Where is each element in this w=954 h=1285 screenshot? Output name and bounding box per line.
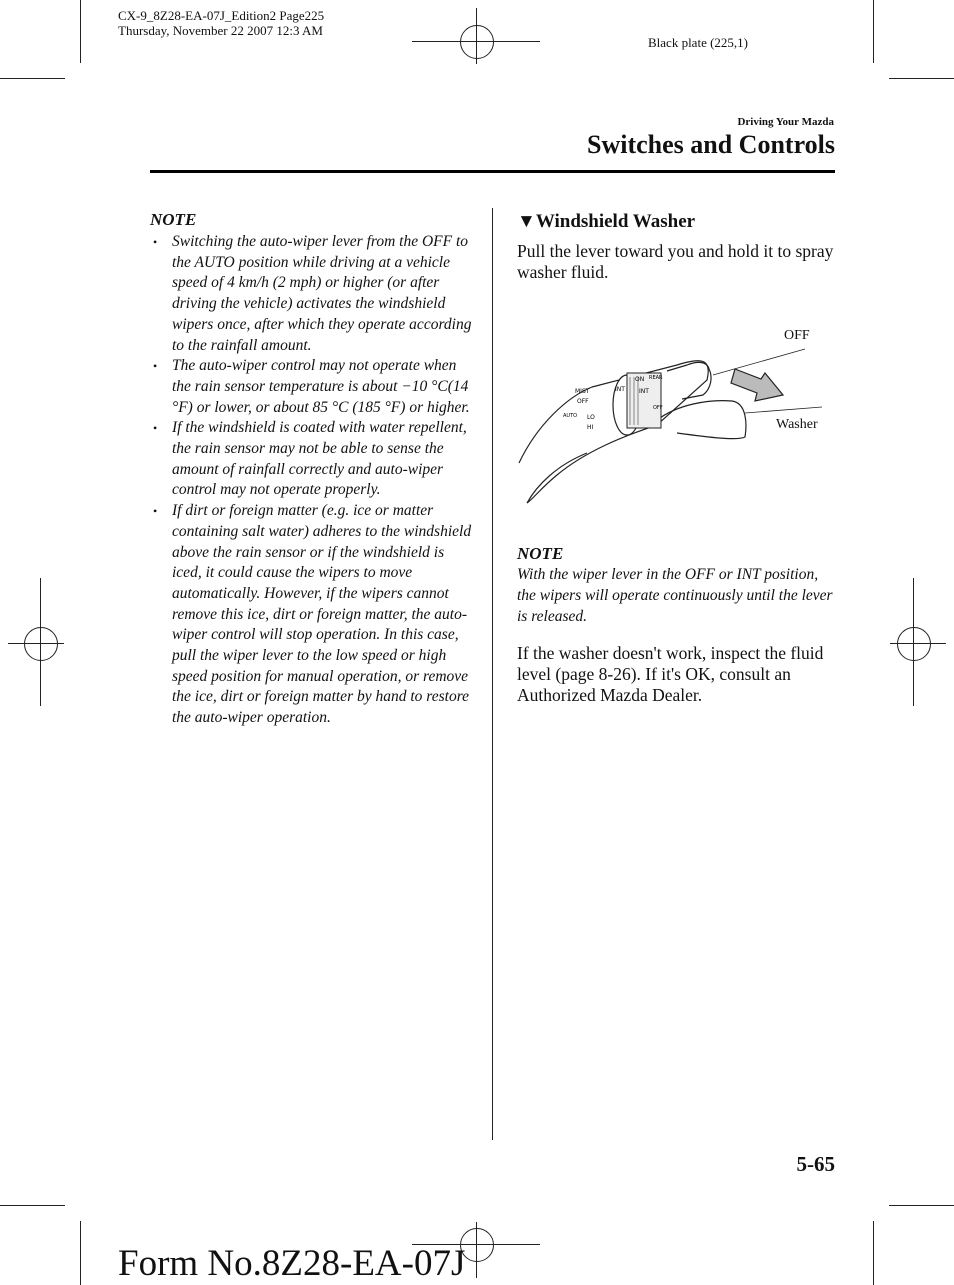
washer-section — [517, 211, 835, 283]
plate-label: Black plate (225,1) — [648, 35, 748, 50]
note-item: • If dirt or foreign matter (e.g. ice or matter containing salt water) adheres to the windshield above the rain sensor or if the windshield is iced, it could cause the wipers to move automatically. However, if the wipers cannot remove this ice, dirt or foreign matter, the auto-wiper control will stop operation. In this case, pull the wiper lever to the low speed or high speed position for manual operation, or remove the ice, dirt or foreign matter by hand to restore the auto-wiper operation. — [150, 501, 472, 729]
dial-text-int: INT — [615, 386, 625, 393]
washer-note-block — [517, 544, 835, 706]
section-title: Switches and Controls — [586, 130, 835, 159]
note-title: NOTE — [150, 210, 197, 229]
dial-text-mist: MIST — [575, 388, 590, 395]
dial-text-hi: HI — [587, 424, 594, 431]
note-list — [150, 232, 472, 729]
triangle-down-icon: ▼ — [517, 211, 536, 232]
column-divider — [492, 208, 493, 1140]
dial-text-on: ON — [635, 376, 645, 383]
note-item: • If the windshield is coated with water repellent, the rain sensor may not be able to sense the amount of rainfall correctly and auto-wiper control may not operate properly. — [150, 418, 472, 501]
dial-text-off2: OFF — [653, 405, 663, 411]
dial-text-lo: LO — [587, 414, 595, 421]
section-subtitle: Driving Your Mazda — [737, 116, 834, 128]
washer-note-text: With the wiper lever in the OFF or INT position, the wipers will operate continuously until the lever is released. — [517, 566, 833, 625]
left-note — [150, 210, 472, 729]
print-header-line1: CX-9_8Z28-EA-07J_Edition2 Page225 — [118, 8, 325, 23]
print-header-line2: Thursday, November 22 2007 12:3 AM — [118, 23, 323, 38]
washer-after-text: If the washer doesn't work, inspect the fluid level (page 8-26). If it's OK, consult an Authorized Mazda Dealer. — [517, 643, 824, 705]
dial-text-int2: INT — [639, 388, 649, 395]
label-off: OFF — [784, 328, 810, 343]
page-number: 5-65 — [796, 1152, 835, 1176]
pull-arrow-icon — [731, 369, 783, 401]
washer-heading — [517, 211, 835, 233]
note-item: • Switching the auto-wiper lever from the OFF to the AUTO position while driving at a vehicle speed of 4 km/h (2 mph) or higher (or after driving the vehicle) activates the windshield wipers once, after which they operate according to the rainfall amount. — [150, 232, 472, 356]
note-item: • The auto-wiper control may not operate when the rain sensor temperature is about −10 °C(14 °F) or lower, or about 85 °C (185 °F) or higher. — [150, 356, 472, 418]
wiper-lever-figure — [517, 325, 835, 525]
dial-text-off: OFF — [577, 398, 589, 405]
print-header — [118, 8, 324, 38]
dial-text-auto: AUTO — [563, 413, 578, 419]
header-rule — [150, 170, 835, 173]
washer-intro: Pull the lever toward you and hold it to spray washer fluid. — [517, 241, 834, 282]
washer-note-title: NOTE — [517, 544, 564, 563]
washer-heading-text: Windshield Washer — [535, 211, 696, 232]
label-washer: Washer — [776, 417, 818, 432]
dial-text-rear: REAR — [649, 375, 663, 381]
form-number: Form No.8Z28-EA-07J — [118, 1243, 466, 1284]
